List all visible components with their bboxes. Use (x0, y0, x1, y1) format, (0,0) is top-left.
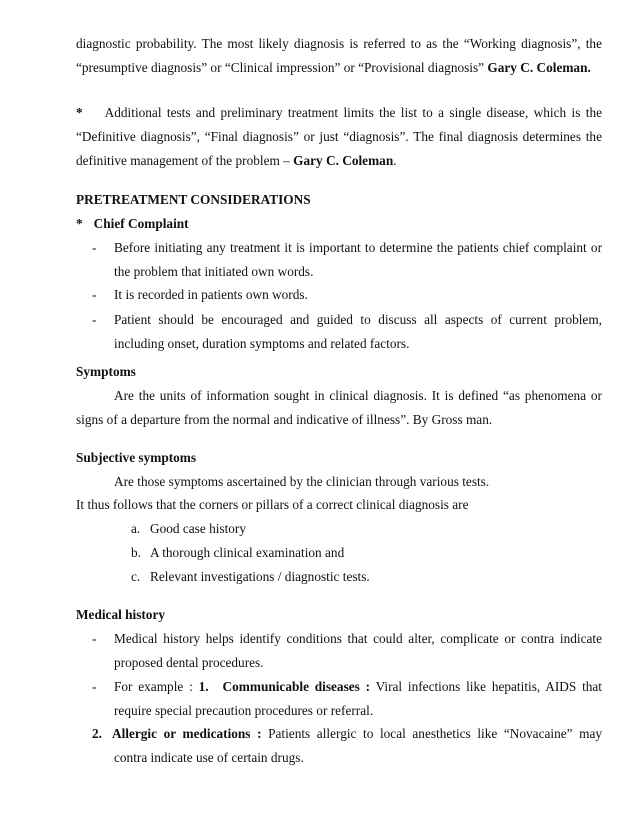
paragraph-text: Additional tests and preliminary treatment limits the list to a single disease, which is the “Definitive diagnosis”, “Final diagnosis” or just “diagnosis”. The final diagnosis determines the definitive management of the problem – (76, 105, 602, 168)
paragraph-working-diagnosis (76, 32, 602, 80)
list-item (76, 236, 602, 284)
paragraph-pillars: It thus follows that the corners or pillars of a correct clinical diagnosis are (76, 497, 469, 512)
paragraph-symptoms: Are the units of information sought in clinical diagnosis. It is defined “as phenomena or signs of a departure from the normal and indicative of illness”. By Gross man. (76, 388, 602, 427)
list-item (76, 627, 602, 675)
dash-marker: - (92, 287, 97, 302)
item-number: 1. (198, 679, 209, 694)
list-item-text (114, 675, 602, 723)
list-item-text: A thorough clinical examination and (150, 545, 345, 560)
section-heading-symptoms: Symptoms (76, 364, 136, 379)
paragraph-subjective-symptoms: Are those symptoms ascertained by the clinician through various tests. (114, 474, 490, 489)
period: . (393, 153, 397, 168)
star-marker: * (76, 105, 83, 120)
list-item (92, 722, 602, 770)
subheading-chief-complaint (76, 212, 602, 236)
list-item (131, 565, 601, 589)
author-citation: Gary C. Coleman. (487, 60, 591, 75)
paragraph-text: diagnostic probability. The most likely diagnosis is referred to as the “Working diagnosis”, the “presumptive diagnosis” or “Clinical impression” or “Provisional diagnosis” (76, 36, 602, 75)
list-item-text: Relevant investigations / diagnostic tests. (150, 569, 370, 584)
list-number: c. (131, 569, 141, 584)
paragraph-definitive-diagnosis (76, 101, 602, 173)
list-item-text (92, 722, 602, 770)
list-item-text: Before initiating any treatment it is important to determine the patients chief complaint or the problem that initiated own words. (114, 240, 602, 279)
dash-marker: - (92, 679, 97, 694)
section-heading-pretreatment: PRETREATMENT CONSIDERATIONS (76, 192, 311, 207)
item-label: Allergic or medications : (111, 726, 262, 741)
list-item (131, 517, 601, 541)
section-heading-subjective-symptoms: Subjective symptoms (76, 450, 197, 465)
item-number: 2. (92, 726, 102, 741)
subheading-text: Chief Complaint (93, 216, 189, 231)
dash-marker: - (92, 631, 97, 646)
section-heading-medical-history: Medical history (76, 607, 166, 622)
example-prefix: For example : (114, 679, 199, 694)
dash-marker: - (92, 312, 97, 327)
list-item-text: It is recorded in patients own words. (114, 287, 308, 302)
item-text: Patients allergic to local anesthetics like “Novacaine” may contra indicate use of certain drugs. (114, 726, 603, 765)
author-citation: Gary C. Coleman (293, 153, 394, 168)
list-number: a. (131, 521, 141, 536)
list-item-text: Good case history (150, 521, 247, 536)
dash-marker: - (92, 240, 97, 255)
list-item (76, 283, 602, 307)
list-item-text: Patient should be encouraged and guided to discuss all aspects of current problem, including onset, duration symptoms and related factors. (114, 312, 602, 351)
list-item (76, 675, 602, 723)
item-label: Communicable diseases : (222, 679, 371, 694)
list-item (131, 541, 601, 565)
list-item (76, 308, 602, 356)
star-marker: * (76, 216, 83, 231)
list-item-text: Medical history helps identify conditions that could alter, complicate or contra indicate proposed dental procedures. (114, 631, 602, 670)
item-text: Viral infections like hepatitis, AIDS that require special precaution procedures or referral. (114, 679, 603, 718)
list-number: b. (131, 545, 141, 560)
